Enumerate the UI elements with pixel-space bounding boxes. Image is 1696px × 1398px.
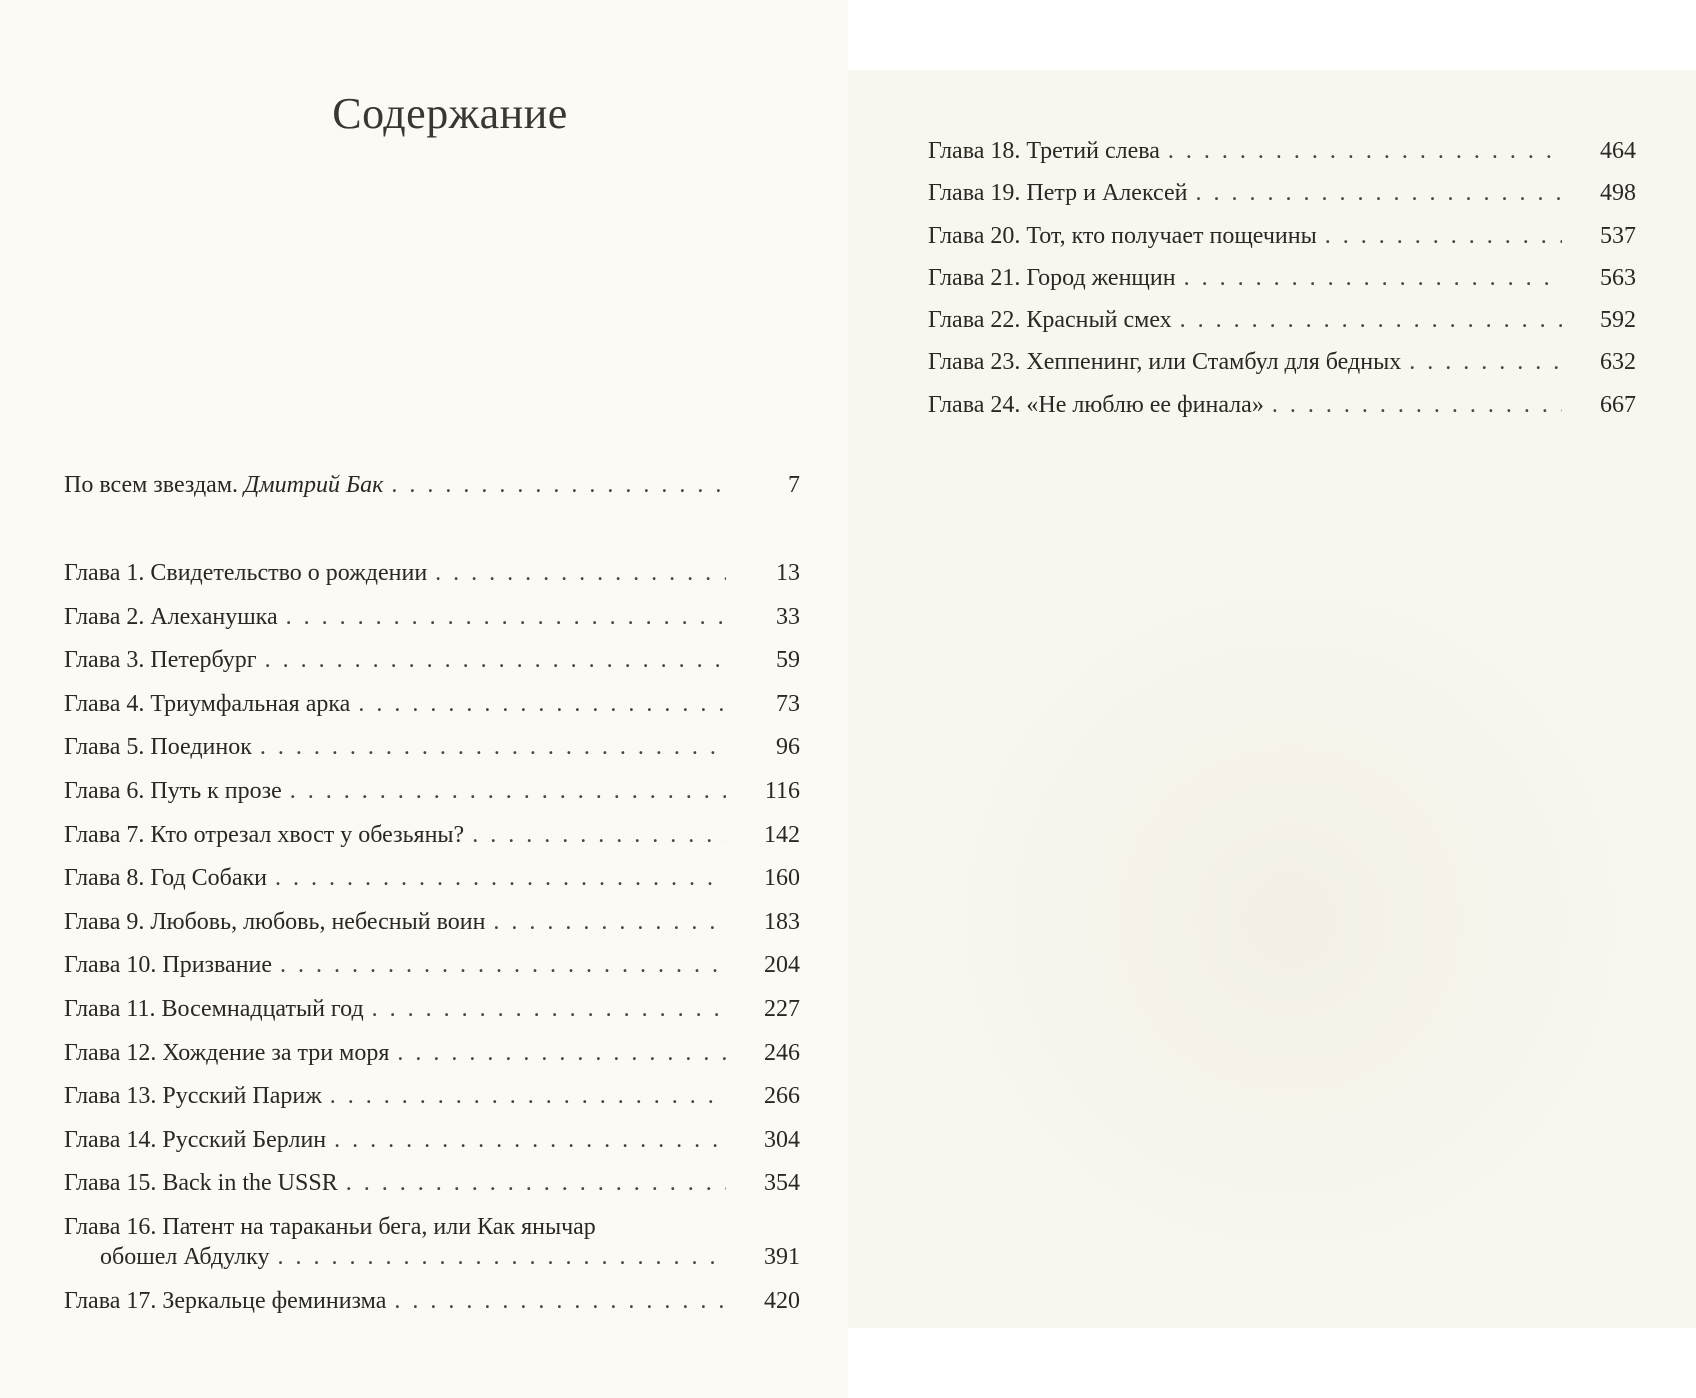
toc-entry-label: Глава 3. Петербург [64, 647, 257, 674]
toc-entry-label: Глава 19. Петр и Алексей [928, 180, 1188, 207]
toc-entry [928, 136, 1636, 166]
dot-leader [260, 732, 726, 762]
toc-page-number: 354 [764, 1170, 800, 1197]
dot-leader [346, 1168, 726, 1198]
toc-page-number: 464 [1600, 138, 1636, 164]
toc-page-number: 73 [776, 690, 800, 717]
toc-page-number: 420 [764, 1287, 800, 1314]
toc-entry-label: Глава 16. Патент на тараканьи бега, или Как янычар [64, 1213, 596, 1240]
toc-entry-label: Глава 11. Восемнадцатый год [64, 995, 364, 1022]
toc-page-number: 632 [1600, 349, 1636, 376]
dot-leader [358, 689, 726, 719]
toc-entry [64, 558, 800, 588]
toc-entry-label: Глава 20. Тот, кто получает пощечины [928, 222, 1317, 249]
dot-leader [493, 907, 726, 937]
dot-leader [1195, 178, 1562, 208]
toc-entry [64, 1286, 800, 1316]
dot-leader [397, 1038, 726, 1068]
toc-entry [64, 950, 800, 980]
toc-entry-label: Глава 17. Зеркальце феминизма [64, 1287, 387, 1314]
dot-leader [1409, 347, 1562, 377]
toc-entry-label: Глава 24. «Не люблю ее финала» [928, 391, 1264, 418]
toc-entry [64, 470, 800, 500]
toc-page-number: 33 [776, 603, 800, 630]
toc-entry-label: Глава 15. Back in the USSR [64, 1170, 338, 1197]
toc-entry [928, 305, 1636, 335]
show-through-shading [930, 560, 1650, 1280]
toc-entry-label: Глава 10. Призвание [64, 952, 273, 979]
toc-left-list [64, 558, 800, 1329]
toc-page-number: 563 [1600, 264, 1636, 291]
toc-entry-label: Глава 5. Поединок [64, 734, 252, 761]
dot-leader [1180, 305, 1562, 335]
toc-entry [64, 820, 800, 850]
dot-leader [280, 950, 726, 980]
toc-entry [928, 263, 1636, 293]
dot-leader [330, 1081, 726, 1111]
intro-author: Дмитрий Бак [244, 472, 384, 498]
toc-entry-label: Глава 1. Свидетельство о рождении [64, 560, 428, 586]
intro-entry [64, 470, 800, 500]
toc-entry [64, 1168, 800, 1198]
toc-entry [928, 221, 1636, 251]
toc-entry-label: Глава 9. Любовь, любовь, небесный воин [64, 908, 486, 935]
toc-entry-label: Глава 21. Город женщин [928, 264, 1176, 291]
page-title: Содержание [332, 89, 568, 138]
toc-right-list [928, 136, 1636, 432]
toc-entry-label: Глава 8. Год Собаки [64, 865, 268, 892]
toc-entry [64, 863, 800, 893]
toc-entry [64, 689, 800, 719]
toc-entry-label: Глава 2. Алеханушка [64, 603, 278, 630]
toc-entry [64, 602, 800, 632]
toc-entry [64, 907, 800, 937]
toc-entry-label [64, 470, 383, 500]
toc-page-number: 667 [1600, 391, 1636, 418]
dot-leader [1168, 136, 1562, 166]
dot-leader [472, 820, 726, 850]
toc-page-number: 391 [764, 1243, 800, 1270]
dot-leader [334, 1125, 726, 1155]
dot-leader [391, 470, 726, 500]
dot-leader [275, 863, 726, 893]
toc-page-number: 246 [764, 1039, 800, 1066]
toc-entry [64, 1242, 800, 1272]
toc-entry-label-continued: обошел Абдулку [100, 1243, 270, 1270]
toc-entry-multiline [64, 1212, 800, 1272]
toc-entry-label: Глава 14. Русский Берлин [64, 1126, 327, 1153]
toc-page-number: 183 [764, 908, 800, 935]
dot-leader [278, 1242, 727, 1272]
toc-page-number: 96 [776, 734, 800, 761]
dot-leader [372, 994, 726, 1024]
toc-page-number: 59 [776, 647, 800, 674]
toc-page-number: 304 [764, 1126, 800, 1153]
toc-entry [928, 390, 1636, 420]
toc-entry [64, 994, 800, 1024]
toc-entry-label: Глава 18. Третий слева [928, 138, 1160, 164]
toc-entry [64, 1125, 800, 1155]
dot-leader [435, 558, 726, 588]
toc-page-number: 592 [1600, 307, 1636, 334]
toc-page-number: 204 [764, 952, 800, 979]
toc-page-number: 227 [764, 995, 800, 1022]
toc-page-number: 498 [1600, 180, 1636, 207]
toc-page-number: 7 [788, 472, 800, 498]
intro-title: По всем звездам. [64, 472, 245, 498]
toc-entry-label: Глава 7. Кто отрезал хвост у обезьяны? [64, 821, 465, 848]
toc-entry [64, 1038, 800, 1068]
toc-page-number: 160 [764, 865, 800, 892]
dot-leader [265, 645, 726, 675]
toc-page-number: 142 [764, 821, 800, 848]
toc-entry-label: Глава 12. Хождение за три моря [64, 1039, 390, 1066]
toc-entry-label: Глава 4. Триумфальная арка [64, 690, 351, 717]
toc-entry [64, 645, 800, 675]
dot-leader [1325, 221, 1562, 251]
toc-entry-label: Глава 23. Хеппенинг, или Стамбул для бедных [928, 349, 1402, 376]
toc-entry-label: Глава 6. Путь к прозе [64, 777, 282, 804]
toc-entry-label: Глава 13. Русский Париж [64, 1083, 322, 1110]
dot-leader [1184, 263, 1562, 293]
toc-entry [64, 1081, 800, 1111]
dot-leader [394, 1286, 726, 1316]
dot-leader [286, 602, 726, 632]
toc-entry [928, 347, 1636, 377]
toc-entry-label: Глава 22. Красный смех [928, 307, 1172, 334]
toc-page-number: 13 [776, 560, 800, 586]
dot-leader [1272, 390, 1562, 420]
toc-page-number: 266 [764, 1083, 800, 1110]
toc-entry [64, 732, 800, 762]
toc-page-number: 116 [764, 777, 800, 804]
dot-leader [290, 776, 726, 806]
toc-page-number: 537 [1600, 222, 1636, 249]
toc-entry [928, 178, 1636, 208]
toc-entry [64, 776, 800, 806]
